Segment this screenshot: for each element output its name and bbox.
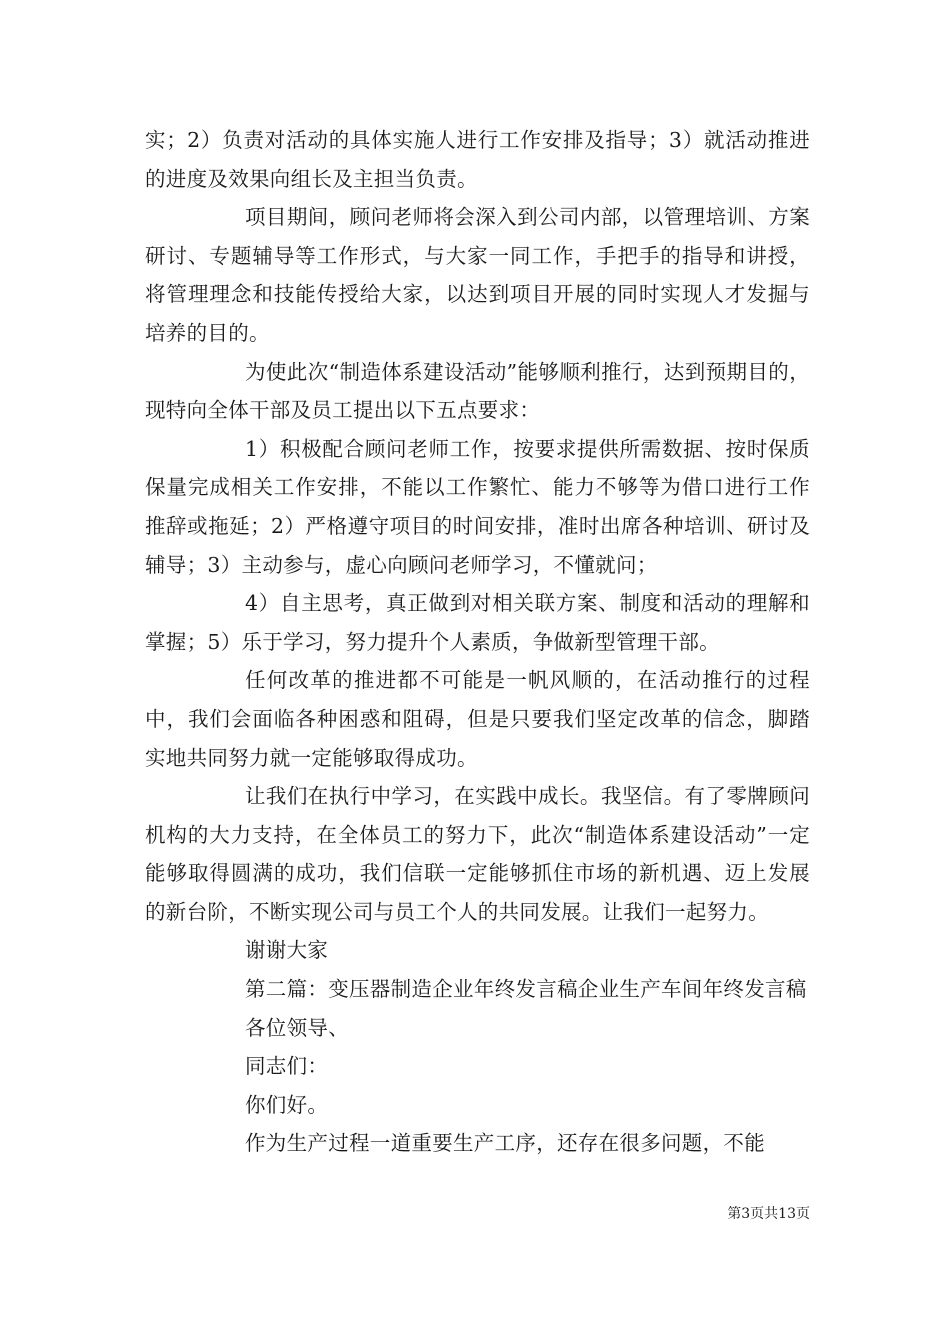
document-body	[145, 121, 810, 1163]
page-number: 第3页共13页	[727, 1206, 810, 1222]
paragraph-greeting-comrades: 同志们：	[245, 1054, 329, 1079]
paragraph-production: 作为生产过程一道重要生产工序，还存在很多问题，不能	[245, 1131, 765, 1156]
paragraph-thanks: 谢谢大家	[245, 938, 329, 963]
paragraph-hello: 你们好。	[245, 1092, 329, 1117]
paragraph-requirements-4-5: 4）自主思考，真正做到对相关联方案、制度和活动的理解和掌握；5）乐于学习，努力提升个人素质，争做新型管理干部。	[145, 591, 810, 654]
paragraph-greeting-leaders: 各位领导、	[245, 1015, 349, 1040]
paragraph-requirements-intro: 为使此次“制造体系建设活动”能够顺利推行，达到预期目的，现特向全体干部及员工提出以下五点要求：	[145, 359, 810, 423]
paragraph-continuation: 实；2）负责对活动的具体实施人进行工作安排及指导；3）就活动推进的进度及效果向组长及主担当负责。	[145, 128, 810, 191]
section-heading: 第二篇：变压器制造企业年终发言稿企业生产车间年终发言稿	[245, 977, 807, 1002]
paragraph-project-period: 项目期间，顾问老师将会深入到公司内部，以管理培训、方案研讨、专题辅导等工作形式，与大家一同工作，手把手的指导和讲授，将管理理念和技能传授给大家，以达到项目开展的同时实现人才发掘与培养的目的。	[145, 205, 810, 345]
paragraph-requirements-1-3: 1）积极配合顾问老师工作，按要求提供所需数据、按时保质保量完成相关工作安排，不能以工作繁忙、能力不够等为借口进行工作推辞或拖延；2）严格遵守项目的时间安排，准时出席各种培训、研讨及辅导；3）主动参与，虚心向顾问老师学习，不懂就问；	[145, 436, 810, 577]
paragraph-reform: 任何改革的推进都不可能是一帆风顺的，在活动推行的过程中，我们会面临各种困惑和阻碍，但是只要我们坚定改革的信念，脚踏实地共同努力就一定能够取得成功。	[145, 668, 810, 770]
paragraph-closing: 让我们在执行中学习，在实践中成长。我坚信。有了零牌顾问机构的大力支持，在全体员工的努力下，此次“制造体系建设活动”一定能够取得圆满的成功，我们信联一定能够抓住市场的新机遇、迈上发展的新台阶，不断实现公司与员工个人的共同发展。让我们一起努力。	[145, 784, 810, 924]
